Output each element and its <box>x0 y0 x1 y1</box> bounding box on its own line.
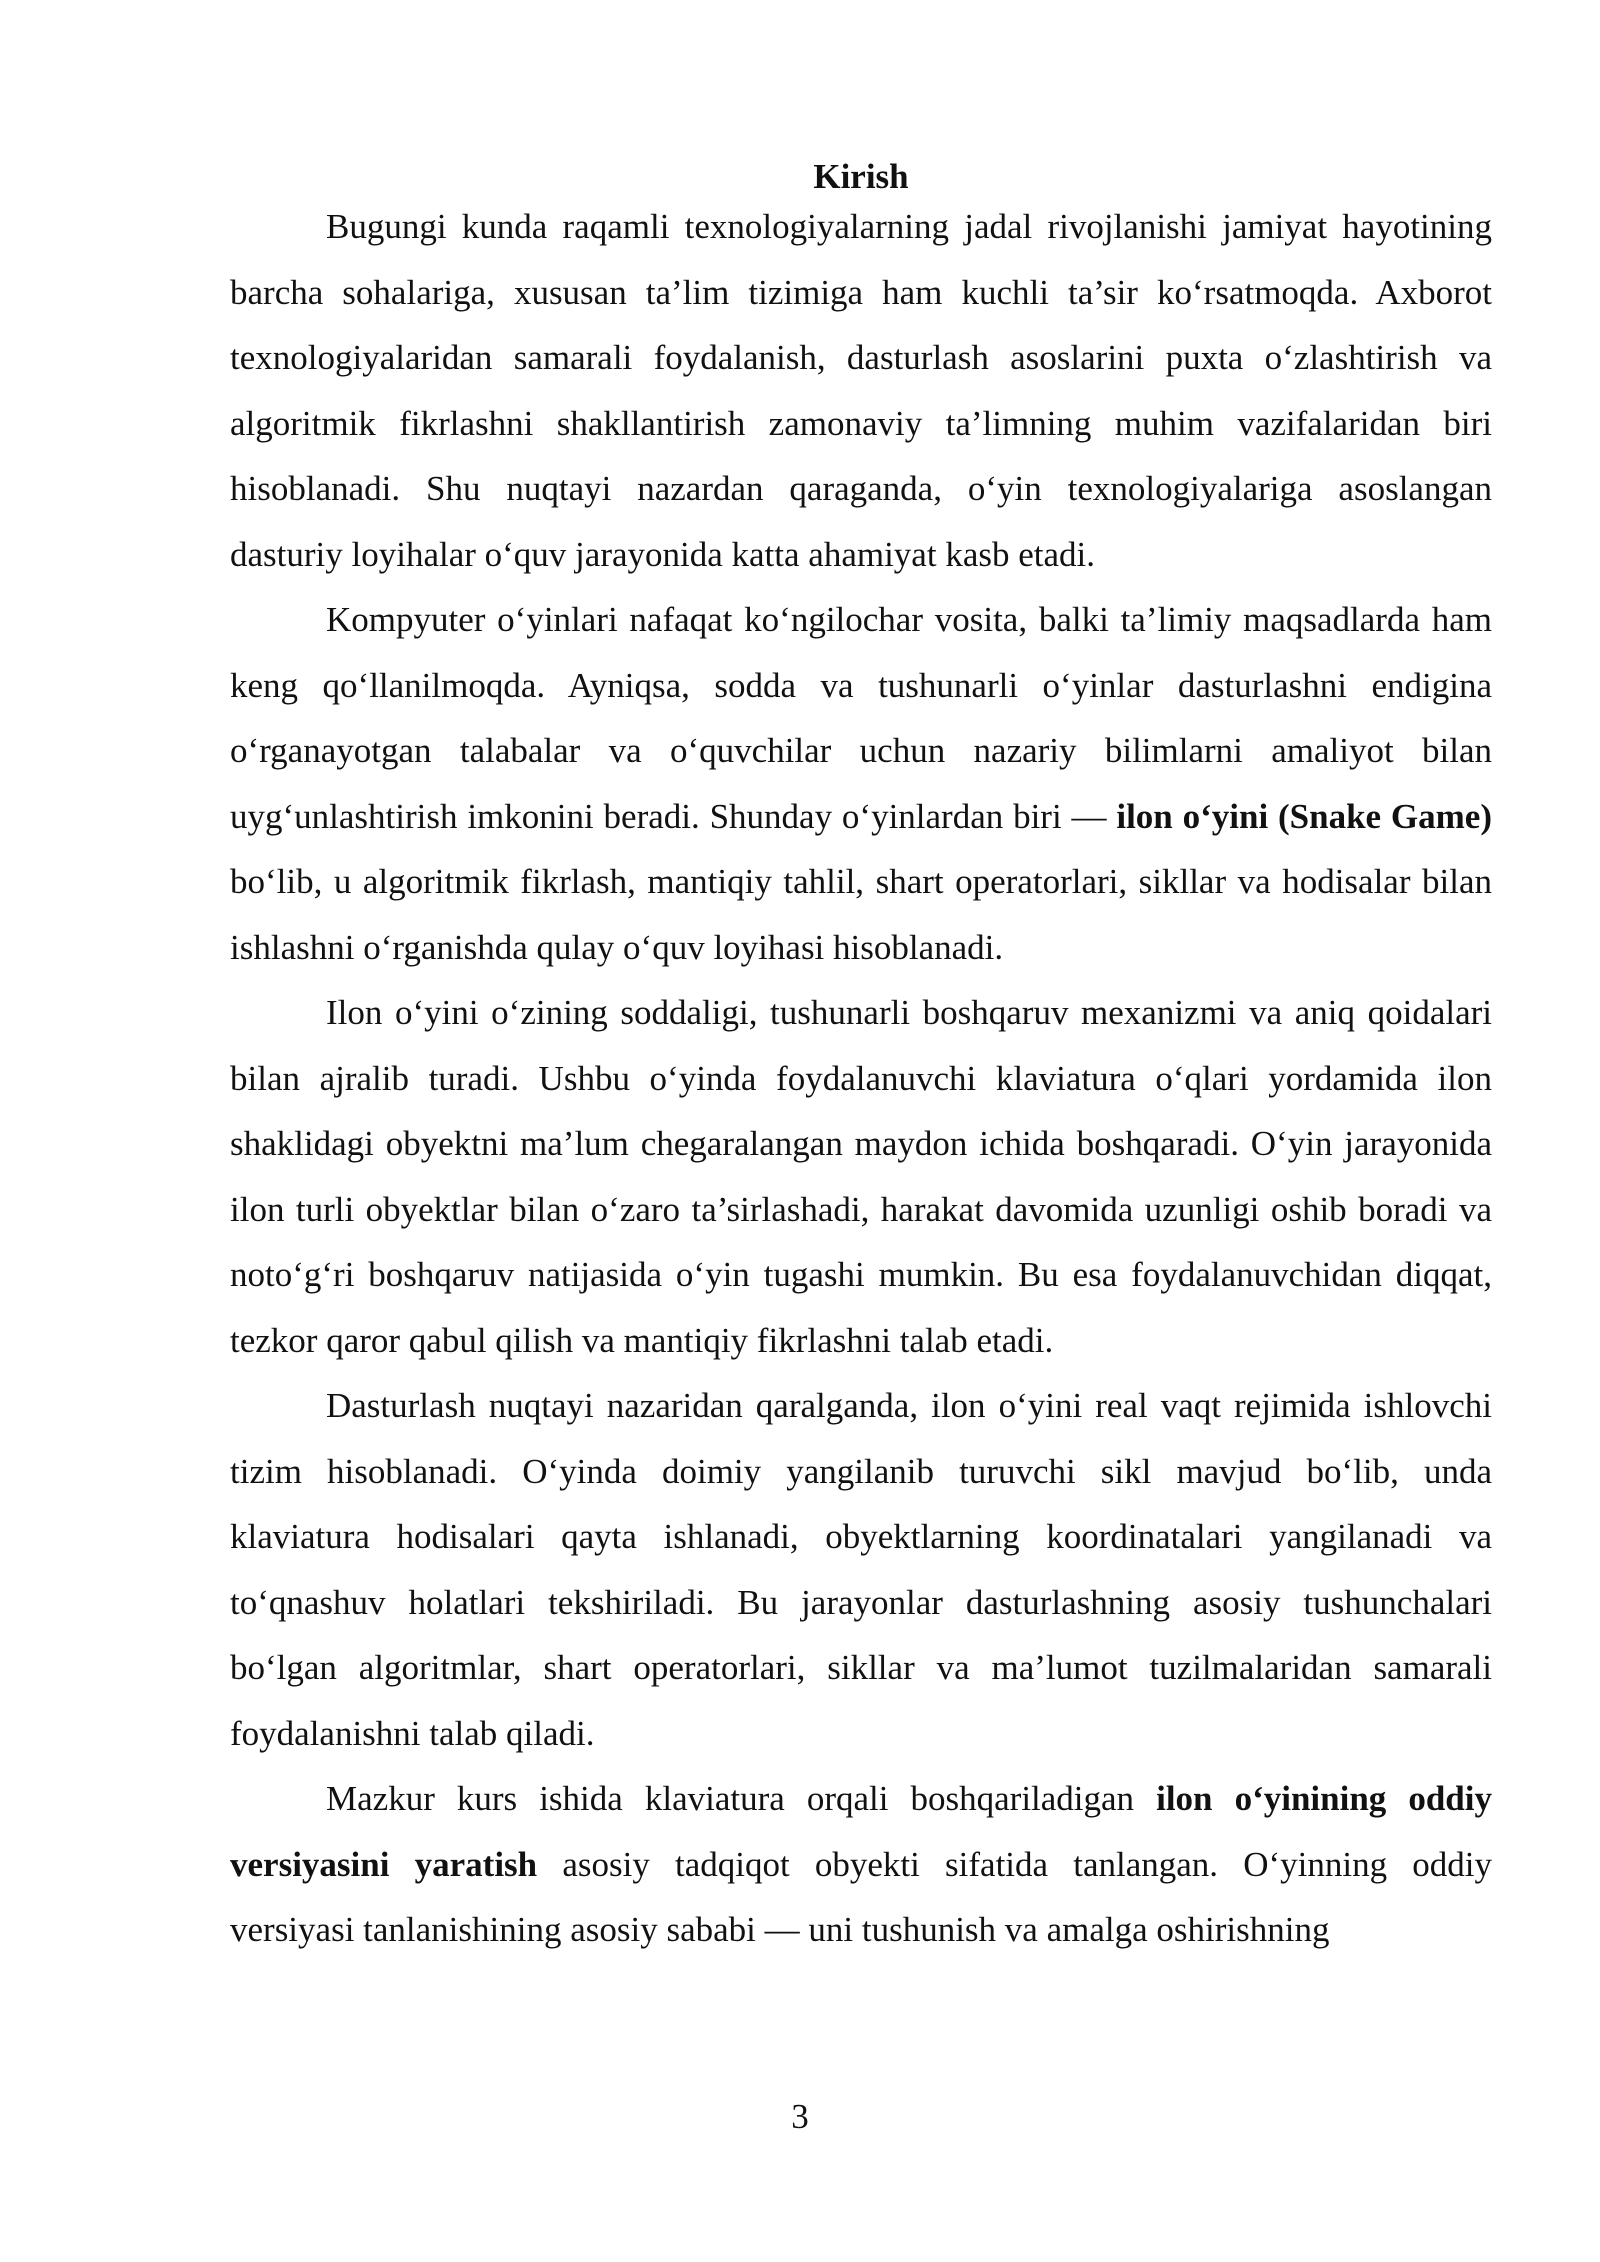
bold-term-snake-game: ilon o‘yini (Snake Game) <box>1116 796 1493 836</box>
bold-term-research-object: ilon o‘yinining oddiy versiyasini yaratish <box>230 1779 1492 1884</box>
paragraph-text: Mazkur kurs ishida klaviatura orqali boshqariladigan <box>326 1779 1157 1818</box>
paragraph-text: asosiy tadqiqot obyekti sifatida tanlangan. O‘yinning oddiy versiyasi tanlanishining asosiy sababi — uni tushunish va amalga oshirishning <box>230 1844 1492 1949</box>
paragraph-text: Dasturlash nuqtayi nazaridan qaralganda, ilon o‘yini real vaqt rejimida ishlovchi tizim hisoblanadi. O‘yinda doimiy yangilanib turuvchi sikl mavjud bo‘lib, unda klaviatura hodisalari qayta ishlanadi, obyektlarning koordinatalari yangilanadi va to‘qnashuv holatlari tekshiriladi. Bu jarayonlar dasturlashning asosiy tushunchalari bo‘lgan algoritmlar, shart operatorlari, sikllar va ma’lumot tuzilmalaridan samarali foydalanishni talab qiladi. <box>230 1386 1492 1753</box>
paragraph-4 <box>230 1373 1492 1766</box>
paragraph-3 <box>230 980 1492 1373</box>
page-content <box>230 148 1492 1963</box>
paragraph-text: Ilon o‘yini o‘zining soddaligi, tushunarli boshqaruv mexanizmi va aniq qoidalari bilan ajralib turadi. Ushbu o‘yinda foydalanuvchi klaviatura o‘qlari yordamida ilon shaklidagi obyektni ma’lum chegaralangan maydon ichida boshqaradi. O‘yin jarayonida ilon turli obyektlar bilan o‘zaro ta’sirlashadi, harakat davomida uzunligi oshib boradi va noto‘g‘ri boshqaruv natijasida o‘yin tugashi mumkin. Bu esa foydalanuvchidan diqqat, tezkor qaror qabul qilish va mantiqiy fikrlashni talab etadi. <box>230 993 1492 1360</box>
paragraph-5 <box>230 1766 1492 1963</box>
paragraph-2 <box>230 587 1492 980</box>
page-number: 3 <box>791 2097 809 2136</box>
section-title: Kirish <box>813 157 909 196</box>
paragraph-text: bo‘lib, u algoritmik fikrlash, mantiqiy tahlil, shart operatorlari, sikllar va hodisalar bilan ishlashni o‘rganishda qulay o‘quv loyihasi hisoblanadi. <box>230 862 1492 967</box>
paragraph-text: Bugungi kunda raqamli texnologiyalarning jadal rivojlanishi jamiyat hayotining barcha sohalariga, xususan ta’lim tizimiga ham kuchli ta’sir ko‘rsatmoqda. Axborot texnologiyalaridan samarali foydalanish, dasturlash asoslarini puxta o‘zlashtirish va algoritmik fikrlashni shakllantirish zamonaviy ta’limning muhim vazifalaridan biri hisoblanadi. Shu nuqtayi nazardan qaraganda, o‘yin texnologiyalariga asoslangan dasturiy loyihalar o‘quv jarayonida katta ahamiyat kasb etadi. <box>230 207 1492 574</box>
paragraph-text: Kompyuter o‘yinlari nafaqat ko‘ngilochar vosita, balki ta’limiy maqsadlarda ham keng qo‘llanilmoqda. Ayniqsa, sodda va tushunarli o‘yinlar dasturlashni endigina o‘rganayotgan talabalar va o‘quvchilar uchun nazariy bilimlarni amaliyot bilan uyg‘unlashtirish imkonini beradi. Shunday o‘yinlardan biri — <box>230 600 1492 836</box>
paragraph-1 <box>230 194 1492 587</box>
